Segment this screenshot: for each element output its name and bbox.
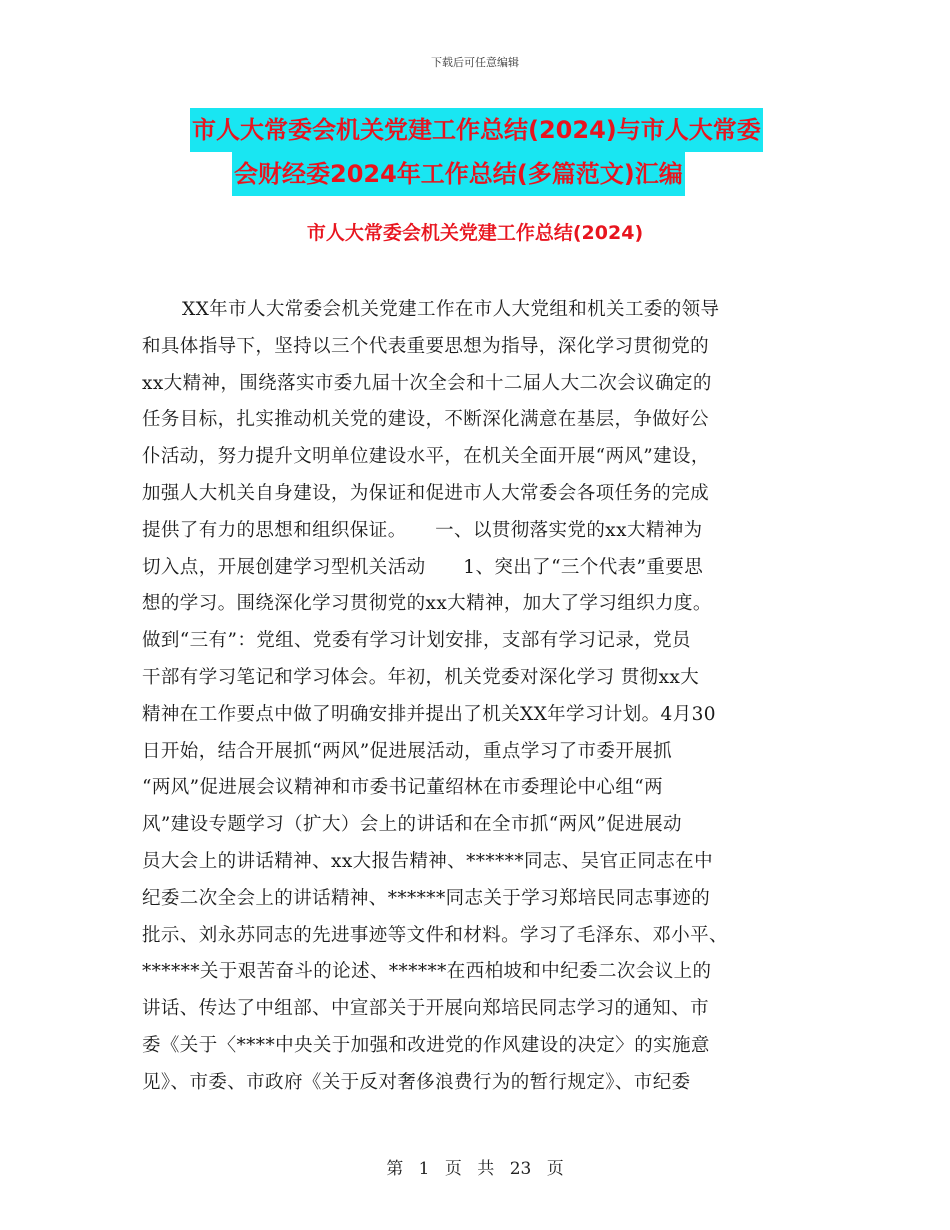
body-line: 批示、刘永苏同志的先进事迹等文件和材料。学习了毛泽东、邓小平、 bbox=[142, 924, 728, 946]
section-title: 市人大常委会机关党建工作总结(2024) bbox=[306, 222, 644, 244]
body-line: 员大会上的讲话精神、xx大报告精神、******同志、吴官正同志在中 bbox=[142, 850, 713, 872]
body-line: 干部有学习笔记和学习体会。年初，机关党委对深化学习 贯彻xx大 bbox=[142, 666, 700, 688]
document-title-line-1: 市人大常委会机关党建工作总结(2024)与市人大常委 bbox=[190, 108, 763, 152]
header-note: 下载后可任意编辑 bbox=[431, 56, 519, 69]
body-line: ******关于艰苦奋斗的论述、******在西柏坡和中纪委二次会议上的 bbox=[142, 961, 712, 983]
body-line: 任务目标，扎实推动机关党的建设，不断深化满意在基层，争做好公 bbox=[142, 409, 710, 431]
total-page-count: 23 bbox=[509, 1159, 532, 1179]
page-footer bbox=[0, 1154, 950, 1179]
body-line: 风”建设专题学习（扩大）会上的讲话和在全市抓“两风”促进展动 bbox=[142, 814, 682, 836]
body-line: 切入点，开展创建学习型机关活动 1、突出了“三个代表”重要思 bbox=[142, 556, 704, 578]
body-line: 日开始，结合开展抓“两风”促进展活动，重点学习了市委开展抓 bbox=[142, 740, 673, 762]
body-line: “两风”促进展会议精神和市委书记董绍林在市委理论中心组“两 bbox=[142, 777, 663, 799]
body-line: 讲话、传达了中组部、中宣部关于开展向郑培民同志学习的通知、市 bbox=[142, 998, 710, 1020]
document-title bbox=[190, 108, 810, 196]
body-line: 加强人大机关自身建设，为保证和促进市人大常委会各项任务的完成 bbox=[142, 482, 710, 504]
body-line: 想的学习。围绕深化学习贯彻党的xx大精神，加大了学习组织力度。 bbox=[142, 593, 712, 615]
document-title-line-2: 会财经委2024年工作总结(多篇范文)汇编 bbox=[232, 152, 685, 196]
body-line: 和具体指导下，坚持以三个代表重要思想为指导，深化学习贯彻党的 bbox=[142, 335, 710, 357]
body-line: 做到“三有”：党组、党委有学习计划安排，支部有学习记录，党员 bbox=[142, 630, 691, 652]
body-line: 纪委二次全会上的讲话精神、******同志关于学习郑培民同志事迹的 bbox=[142, 887, 711, 909]
body-line: 提供了有力的思想和组织保证。 一、以贯彻落实党的xx大精神为 bbox=[142, 519, 703, 541]
body-line: 精神在工作要点中做了明确安排并提出了机关XX年学习计划。4月30 bbox=[142, 703, 716, 725]
current-page-number: 1 bbox=[418, 1159, 430, 1179]
body-line: 委《关于〈****中央关于加强和改进党的作风建设的决定〉的实施意 bbox=[142, 1034, 710, 1056]
body-line: xx大精神，围绕落实市委九届十次全会和十二届人大二次会议确定的 bbox=[142, 372, 712, 394]
body-text bbox=[142, 292, 807, 1102]
footer-total-prefix: 共 bbox=[477, 1159, 495, 1179]
body-line: XX年市人大常委会机关党建工作在市人大党组和机关工委的领导 bbox=[182, 299, 720, 320]
footer-page-unit: 页 bbox=[444, 1159, 462, 1179]
footer-total-unit: 页 bbox=[546, 1159, 564, 1179]
footer-prefix: 第 bbox=[386, 1159, 404, 1179]
body-line: 仆活动，努力提升文明单位建设水平，在机关全面开展“两风”建设， bbox=[142, 446, 710, 468]
body-line: 见》、市委、市政府《关于反对奢侈浪费行为的暂行规定》、市纪委 bbox=[142, 1071, 691, 1093]
